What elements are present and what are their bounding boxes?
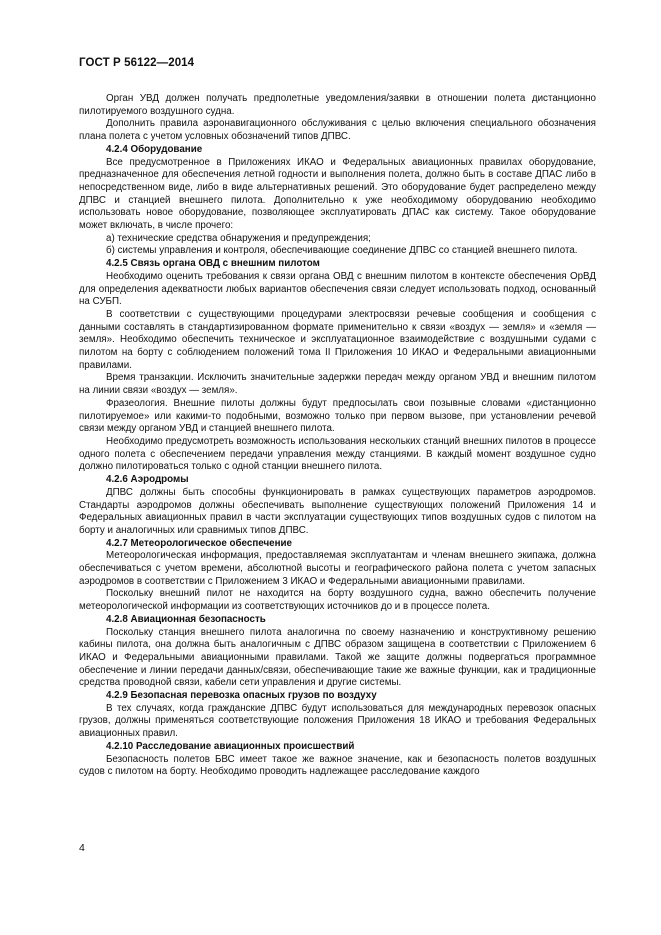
paragraph: В тех случаях, когда гражданские ДПВС будут использоваться для международных перевозок опасных грузов, должны применяться соответствующие положения Приложения 18 ИКАО и требования Федеральных авиационных правил. — [79, 702, 596, 740]
paragraph: Дополнить правила аэронавигационного обслуживания с целью включения специального обозначения плана полета с учетом условных обозначений типов ДПВС. — [79, 118, 596, 143]
paragraph: Орган УВД должен получать предполетные уведомления/заявки в отношении полета дистанционно пилотируемого воздушного судна. — [79, 93, 596, 117]
paragraph: ДПВС должны быть способны функционировать в рамках существующих параметров аэродромов. Стандарты аэродромов должны обеспечивать выполнение существующих положений Приложения 14 и Федеральных авиационных правил в части эксплуатации существующих типов воздушных судов с пилотом на борту и аналогичных или сравнимых типов ДПВС. — [79, 486, 596, 536]
paragraph: Время транзакции. Исключить значительные задержки передач между органом УВД и внешним пилотом на линии связи «воздух — земля». — [79, 372, 596, 397]
paragraph: Все предусмотренное в Приложениях ИКАО и Федеральных авиационных правилах оборудование, предназначенное для обеспечения летной годности и выполнения полета, должно быть в составе ДПАС либо в непосредственном виде, либо в виде альтернативных решений. Это оборудование будет распределено между ДПВС и станцией внешнего пилота. Дополнительно к уже необходимому оборудованию необходимо использовать новое оборудование, позволяющее эксплуатировать ДПАС как систему. Такое оборудование может включать, в числе прочего: — [79, 156, 596, 232]
paragraph: Поскольку станция внешнего пилота аналогична по своему назначению и конструктивному решению кабины пилота, она должна быть аналогичным с ДПВС образом защищена в соответствии с Приложением 6 ИКАО и Федеральными авиационными правилами. Такой же защите должны подвергаться программное обеспечение и линии передачи данных/связи, обеспечивающие такие же важные функции, как и традиционные средства проводной связи, кабели сети управления и другие системы. — [79, 626, 596, 689]
list-item: а) технические средства обнаружения и предупреждения; — [106, 232, 371, 244]
page-number: 4 — [79, 842, 85, 854]
document-body — [79, 93, 596, 779]
section-heading-4-2-9: 4.2.9 Безопасная перевозка опасных грузов по воздуху — [106, 690, 377, 702]
section-heading-4-2-10: 4.2.10 Расследование авиационных происшествий — [106, 740, 355, 752]
section-heading-4-2-7: 4.2.7 Метеорологическое обеспечение — [106, 537, 292, 549]
section-heading-4-2-8: 4.2.8 Авиационная безопасность — [106, 613, 266, 625]
paragraph: Метеорологическая информация, предоставляемая эксплуатантам и членам внешнего экипажа, должна обеспечиваться с учетом времени, абсолютной высоты и географического района полета с учетом запасных аэродромов в соответствии с Приложением 3 ИКАО и Федеральными авиационными правилами. — [79, 550, 596, 587]
paragraph: Необходимо оценить требования к связи органа ОВД с внешним пилотом в контексте обеспечения ОрВД для определения адекватности любых вариантов обеспечения связи следует использовать подход, основанный на СУБП. — [79, 270, 596, 308]
section-heading-4-2-6: 4.2.6 Аэродромы — [106, 474, 189, 486]
section-heading-4-2-5: 4.2.5 Связь органа ОВД с внешним пилотом — [106, 258, 320, 270]
list-item: б) системы управления и контроля, обеспечивающие соединение ДПВС со станцией внешнего пилота. — [106, 245, 578, 257]
section-heading-4-2-4: 4.2.4 Оборудование — [106, 143, 203, 155]
paragraph: Фразеология. Внешние пилоты должны будут предпосылать свои позывные словами «дистанционно пилотируемое» или какими-то подобными, возможно только при первом вызове, при установлении речевой связи между органом УВД и станцией внешнего пилота. — [79, 397, 596, 435]
document-header: ГОСТ Р 56122—2014 — [79, 57, 195, 69]
paragraph: Поскольку внешний пилот не находится на борту воздушного судна, важно обеспечить получение метеорологической информации из соответствующих источников до и в процессе полета. — [79, 588, 596, 613]
paragraph: Безопасность полетов БВС имеет такое же важное значение, как и безопасность полетов воздушных судов с пилотом на борту. Необходимо проводить надлежащее расследование каждого — [79, 753, 596, 778]
paragraph: В соответствии с существующими процедурами электросвязи речевые сообщения и сообщения с данными составлять в стандартизированном формате применительно к связи «воздух — земля» и «земля — земля». Необходимо обеспечить техническое и эксплуатационное взаимодействие с воздушными судами с пилотом на борту с соблюдением положений тома II Приложения 10 ИКАО и Федеральными авиационными правилами. — [79, 308, 596, 371]
paragraph: Необходимо предусмотреть возможность использования нескольких станций внешних пилотов в процессе одного полета с обеспечением передачи управления между станциями. В каждый момент воздушное судно должно пилотироваться только с одной станции внешнего пилота. — [79, 435, 596, 473]
